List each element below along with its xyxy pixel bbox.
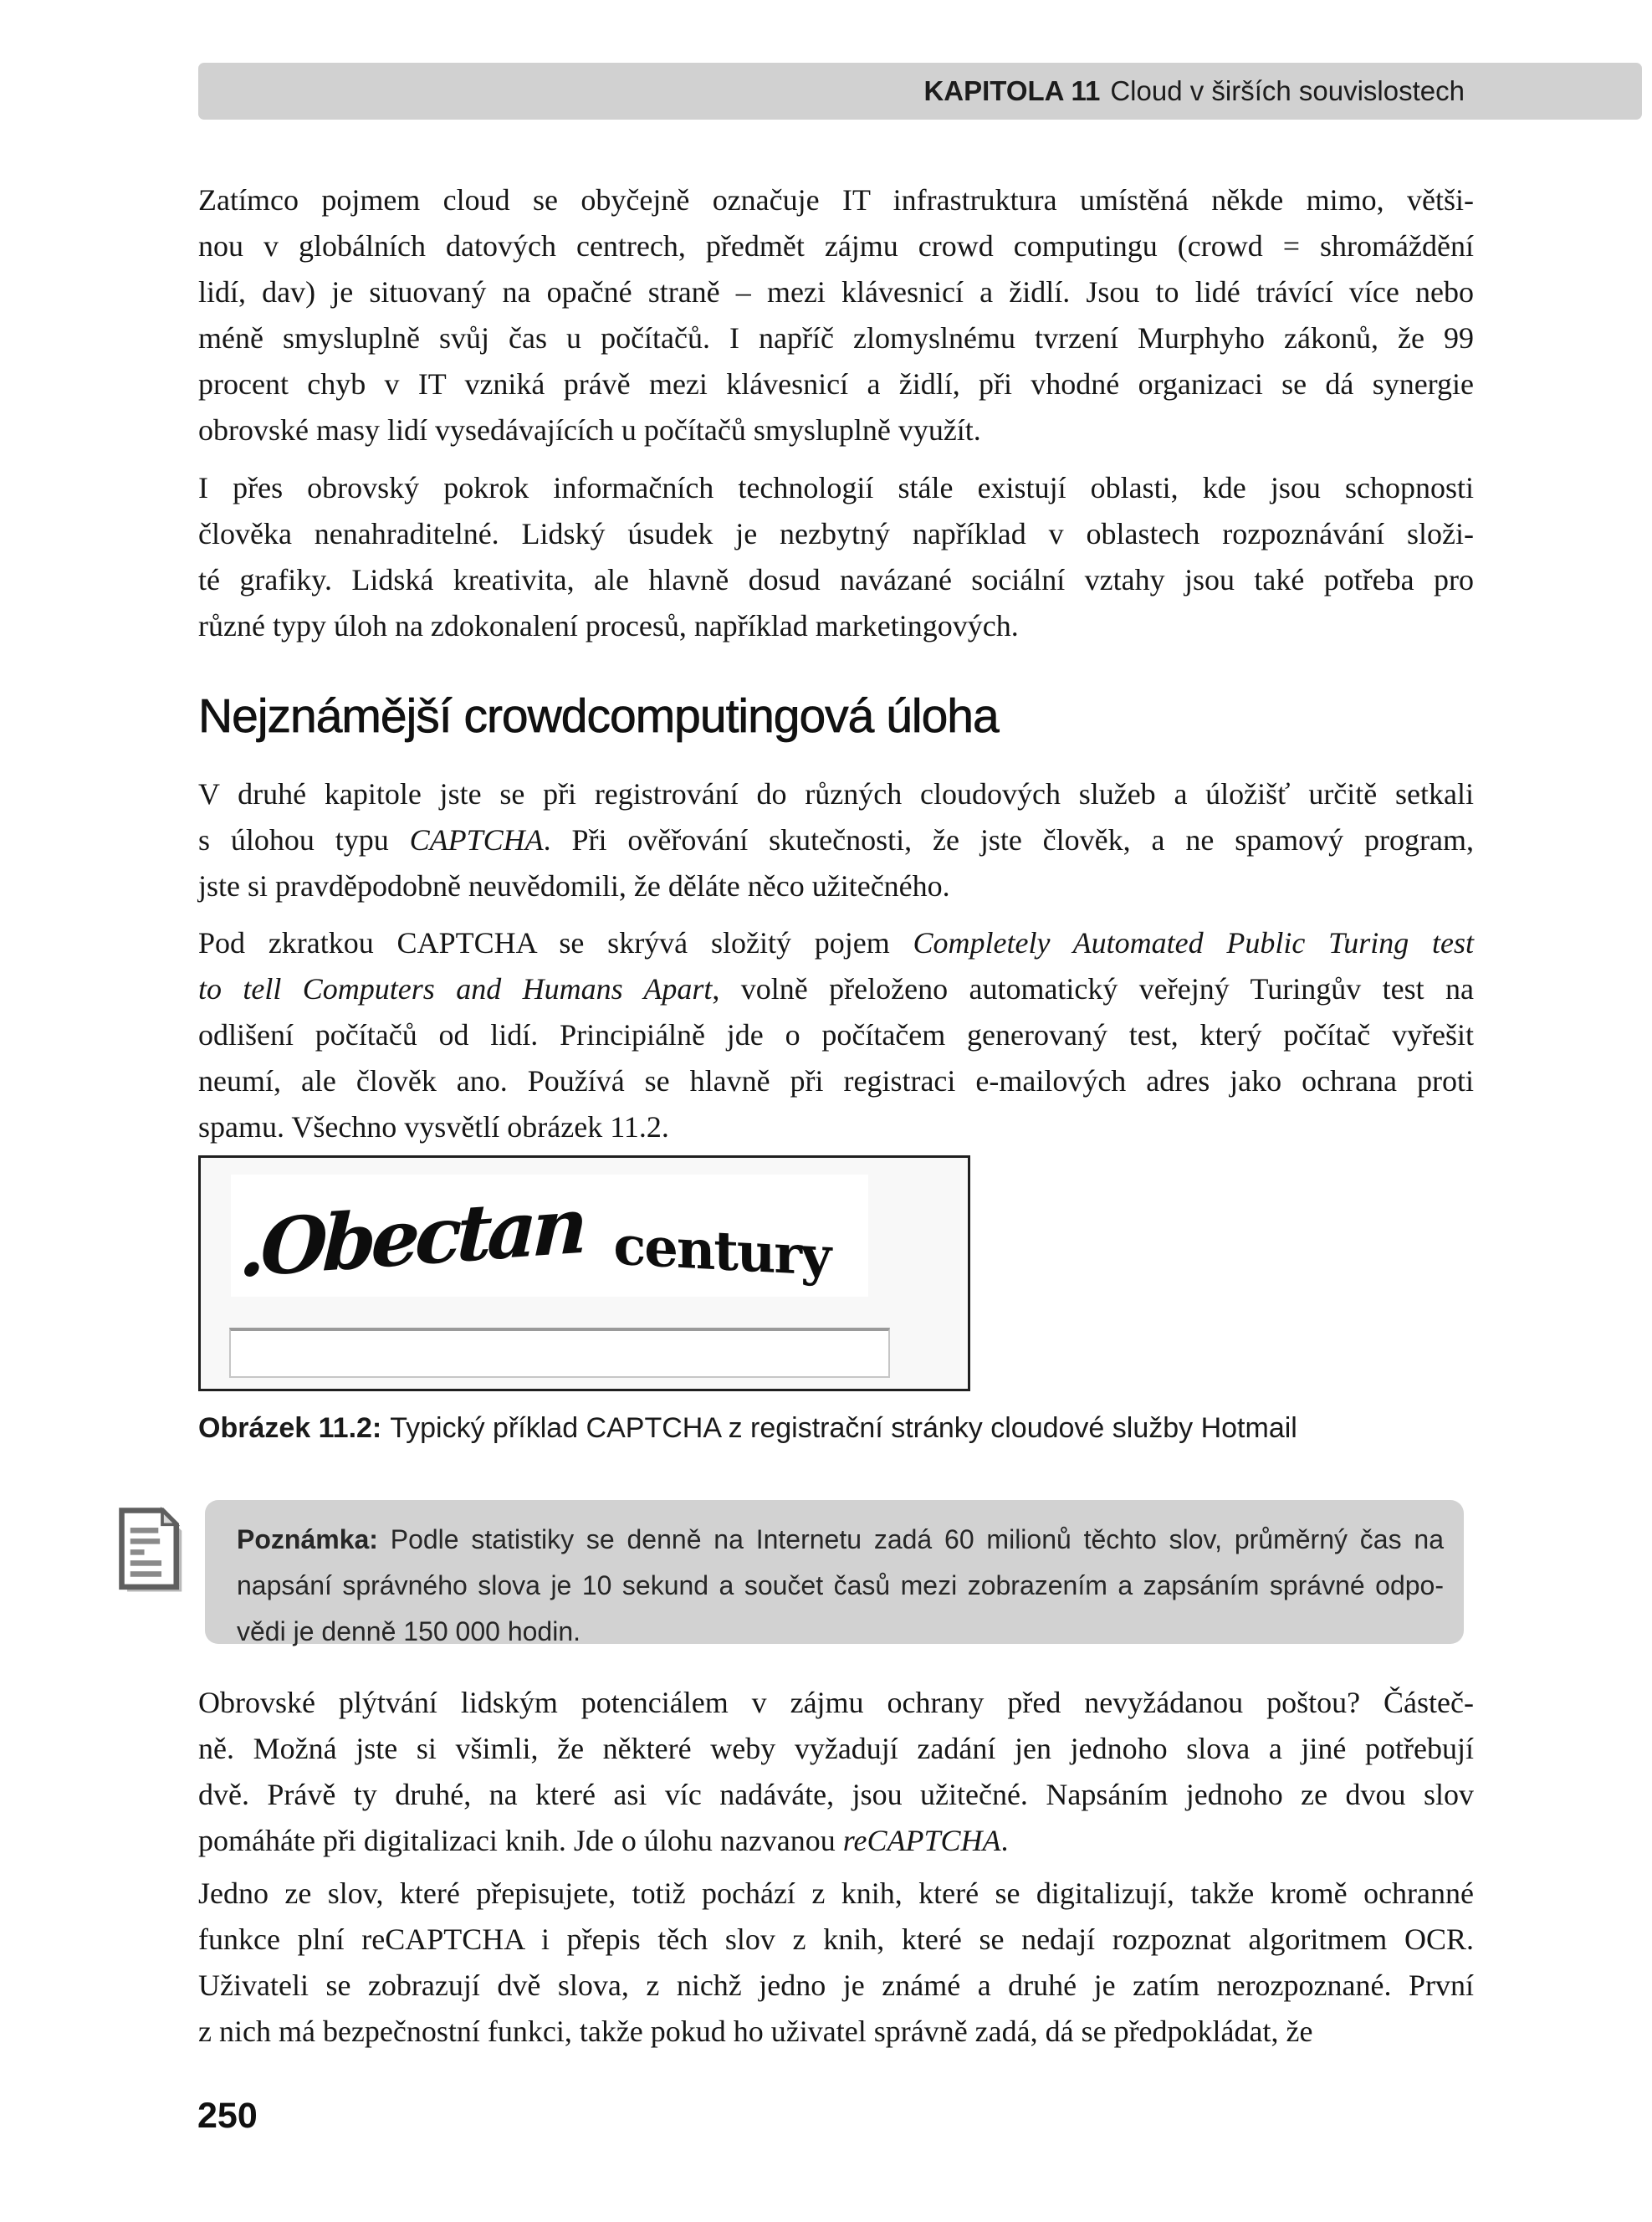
paragraph-captcha-intro — [198, 771, 1474, 909]
chapter-title: Cloud v širších souvislostech — [1110, 75, 1465, 106]
text-line: nou v globálních datových centrech, předmět zájmu crowd computingu (crowd = shromáždění — [198, 229, 1474, 263]
text-line: dvě. Právě ty druhé, na které asi víc nadáváte, jsou užitečné. Napsáním jednoho ze dvou slov — [198, 1778, 1474, 1811]
figure-caption-text: Typický příklad CAPTCHA z registrační stránky cloudové služby Hotmail — [390, 1412, 1297, 1444]
figure-caption — [198, 1412, 1474, 1445]
text-line: člověka nenahraditelné. Lidský úsudek je nezbytný například v oblastech rozpoznávání složi- — [198, 517, 1474, 550]
chapter-number-label: KAPITOLA 11 — [923, 75, 1101, 106]
text-line: funkce plní reCAPTCHA i přepis těch slov z knih, které se nedají rozpoznat algoritmem OCR. — [198, 1922, 1474, 1956]
text-line: pomáháte při digitalizaci knih. Jde o úlohu nazvanou reCAPTCHA. — [198, 1824, 1009, 1857]
captcha-answer-input[interactable] — [229, 1328, 890, 1378]
captcha-word-1: .Obectan — [237, 1179, 585, 1295]
text-line: Zatímco pojmem cloud se obyčejně označuje IT infrastruktura umístěná někde mimo, větši- — [198, 183, 1474, 217]
text-line: lidí, dav) je situovaný na opačné straně – mezi klávesnicí a židlí. Jsou to lidé trávící více nebo — [198, 275, 1474, 309]
text-line: odlišení počítačů od lidí. Principiálně jde o počítačem generovaný test, který počítač vyřešit — [198, 1018, 1474, 1052]
text-line: neumí, ale člověk ano. Používá se hlavně při registraci e-mailových adres jako ochrana proti — [198, 1064, 1474, 1098]
page-number: 250 — [197, 2096, 258, 2136]
captcha-image — [231, 1175, 868, 1297]
text-line: to tell Computers and Humans Apart, volně přeloženo automatický veřejný Turingův test na — [198, 972, 1474, 1006]
captcha-distorted-words — [231, 1175, 868, 1297]
paragraph-recaptcha-intro — [198, 1680, 1474, 1864]
text-line: I přes obrovský pokrok informačních technologií stále existují oblasti, kde jsou schopnosti — [198, 471, 1474, 504]
text-line: Pod zkratkou CAPTCHA se skrývá složitý pojem Completely Automated Public Turing test — [198, 926, 1474, 960]
page-header — [198, 63, 1642, 120]
paragraph-recaptcha-detail — [198, 1871, 1474, 2055]
captcha-figure — [198, 1155, 970, 1391]
note-document-icon — [116, 1507, 185, 1595]
text-line: napsání správného slova je 10 sekund a součet časů mezi zobrazením a zapsáním správné odpo- — [237, 1570, 1444, 1600]
text-line: V druhé kapitole jste se při registrování do různých cloudových služeb a úložišť určitě setkali — [198, 777, 1474, 811]
paragraph-intro-crowd — [198, 177, 1474, 453]
text-line: Poznámka: Podle statistiky se denně na Internetu zadá 60 milionů těchto slov, průměrný čas na — [237, 1524, 1444, 1554]
text-line: vědi je denně 150 000 hodin. — [237, 1616, 581, 1646]
section-heading: Nejznámější crowdcomputingová úloha — [198, 689, 999, 743]
figure-caption-label: Obrázek 11.2: — [198, 1412, 382, 1444]
paragraph-captcha-definition — [198, 920, 1474, 1150]
text-line: spamu. Všechno vysvětlí obrázek 11.2. — [198, 1110, 669, 1144]
note-box — [205, 1500, 1464, 1644]
text-line: ně. Možná jste si všimli, že některé weby vyžadují zadání jen jednoho slova a jiné potřebují — [198, 1732, 1474, 1765]
text-line: méně smysluplně svůj čas u počítačů. I napříč zlomyslnému tvrzení Murphyho zákonů, že 99 — [198, 321, 1474, 355]
text-line: s úlohou typu CAPTCHA. Při ověřování skutečnosti, že jste člověk, a ne spamový program, — [198, 823, 1474, 857]
text-line: Obrovské plýtvání lidským potenciálem v zájmu ochrany před nevyžádanou poštou? Částeč- — [198, 1686, 1474, 1719]
text-line: té grafiky. Lidská kreativita, ale hlavně dosud navázané sociální vztahy jsou také potřeba pro — [198, 563, 1474, 596]
text-line: Jedno ze slov, které přepisujete, totiž pochází z knih, které se digitalizují, takže kromě ochranné — [198, 1876, 1474, 1910]
text-line: jste si pravděpodobně neuvědomili, že děláte něco užitečného. — [198, 869, 950, 903]
text-line: obrovské masy lidí vysedávajících u počítačů smysluplně využít. — [198, 413, 981, 447]
text-line: Uživateli se zobrazují dvě slova, z nichž jedno je známé a druhé je zatím nerozpoznané. První — [198, 1969, 1474, 2002]
text-line: různé typy úloh na zdokonalení procesů, například marketingových. — [198, 609, 1019, 643]
captcha-word-2: century — [613, 1214, 831, 1289]
text-line: z nich má bezpečnostní funkci, takže pokud ho uživatel správně zadá, dá se předpokládat, že — [198, 2015, 1313, 2048]
paragraph-human-skills — [198, 465, 1474, 649]
text-line: procent chyb v IT vzniká právě mezi klávesnicí a židlí, při vhodné organizaci se dá synergie — [198, 367, 1474, 401]
note-text — [237, 1517, 1444, 1655]
